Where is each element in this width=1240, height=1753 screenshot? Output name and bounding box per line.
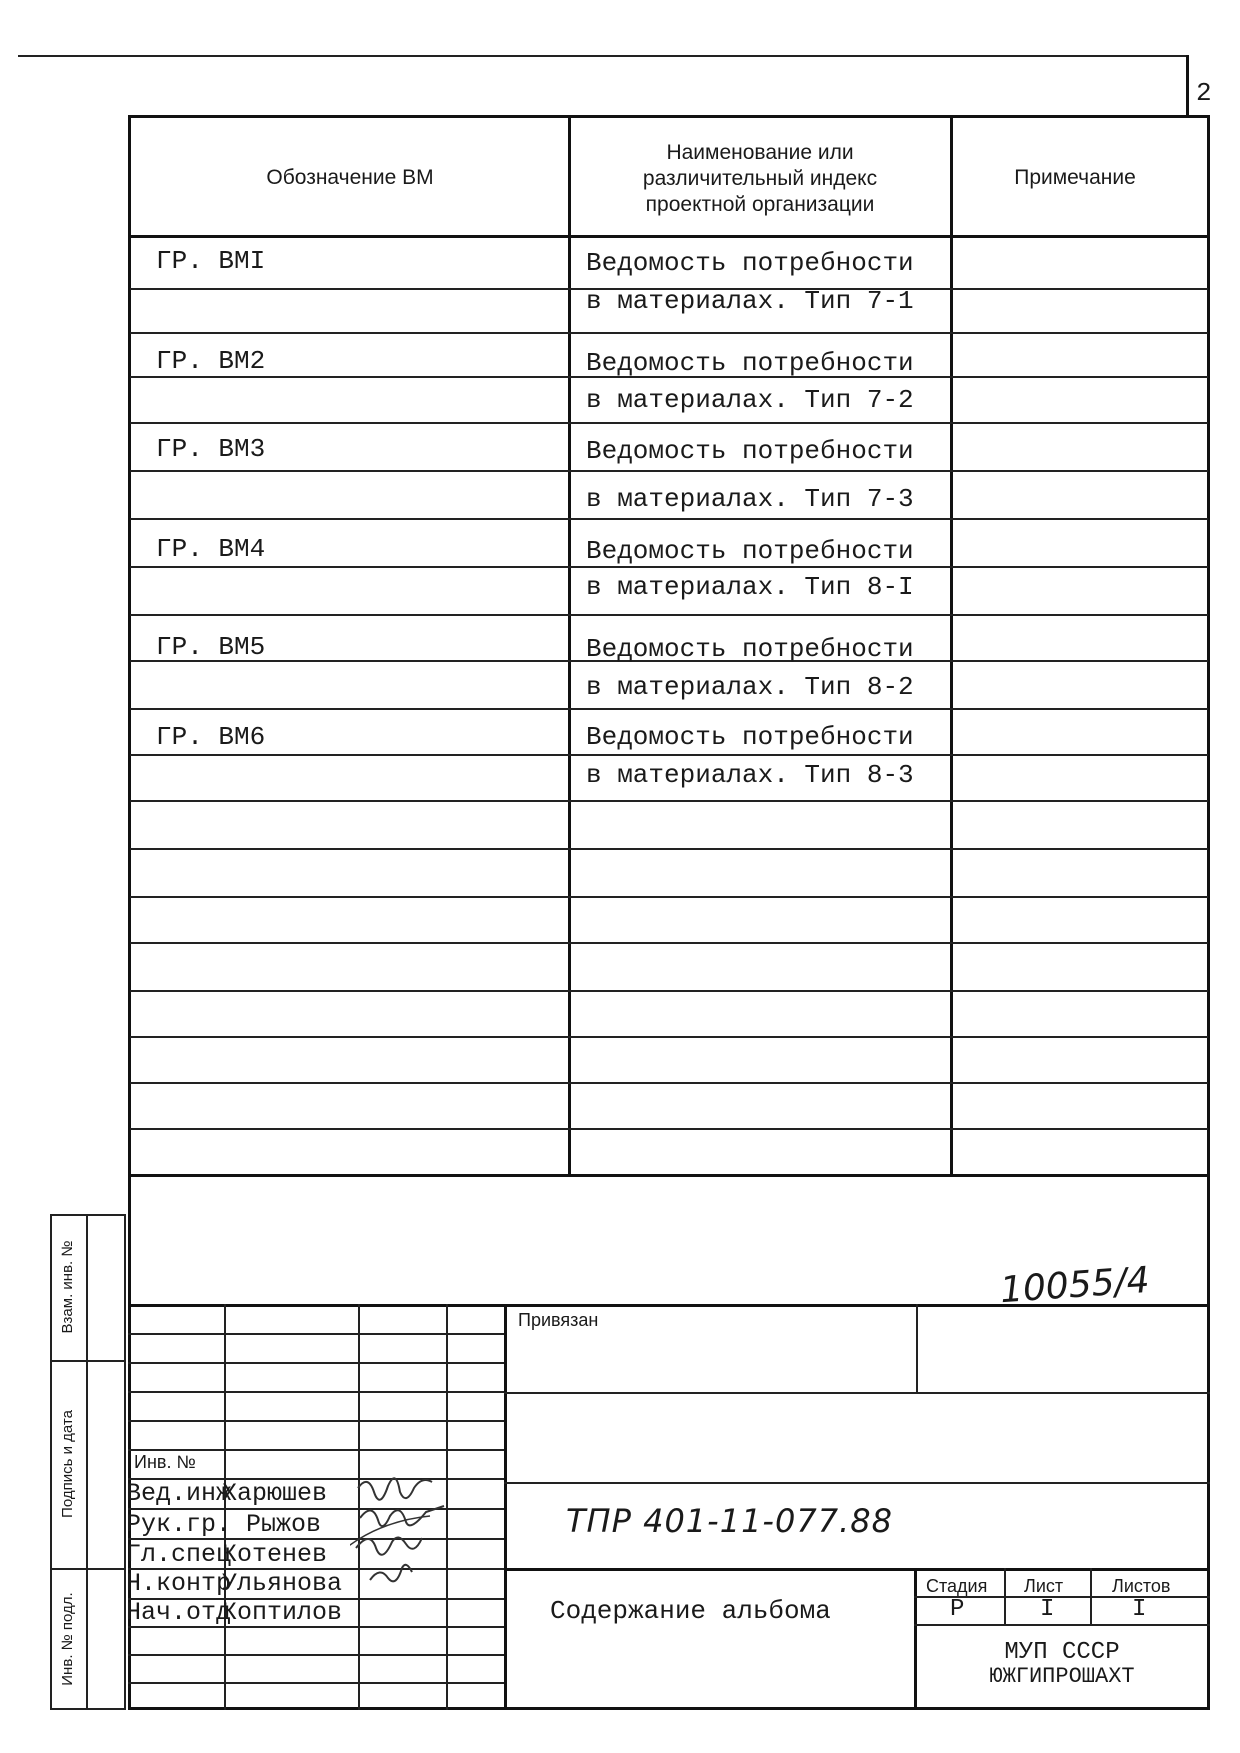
privyazan-label: Привязан	[518, 1310, 599, 1330]
header-designation: Обозначение ВМ	[266, 166, 434, 189]
signer-role: Н.контр	[126, 1569, 232, 1598]
side-label-podpis-data: Подпись и дата	[59, 1410, 76, 1518]
side-stamp-divider	[86, 1214, 88, 1710]
signer-role: Гл.спец	[126, 1540, 232, 1569]
row-name-line1: Ведомость потребности	[586, 722, 914, 752]
title-rule	[504, 1482, 1210, 1484]
signer-role: Нач.отд	[126, 1598, 232, 1627]
signer-name: Харюшев	[222, 1479, 328, 1508]
header-note: Примечание	[1014, 166, 1136, 189]
inv-no-label: Инв. №	[134, 1452, 196, 1472]
header-name: Наименование или различительный индекс проектной организации	[642, 141, 878, 216]
row-name-line2: в материалах. Тип 7-3	[586, 484, 914, 514]
row-name-line1: Ведомость потребности	[586, 248, 914, 278]
column-divider-2	[950, 115, 953, 1175]
row-designation: ГР. ВМ5	[156, 632, 266, 662]
row-name-line1: Ведомость потребности	[586, 436, 914, 466]
row-designation: ГР. ВМ3	[156, 434, 266, 464]
header-bottom-rule	[128, 235, 1210, 238]
title-block-top-rule	[128, 1304, 1210, 1307]
row-designation: ГР. ВМ6	[156, 722, 266, 752]
sheet-number-divider	[1186, 55, 1189, 115]
stage-label: Стадия	[926, 1576, 988, 1596]
sheet-label: Лист	[1024, 1576, 1064, 1596]
sheets-value: I	[1132, 1596, 1147, 1623]
row-name-line1: Ведомость потребности	[586, 348, 914, 378]
row-name-line2: в материалах. Тип 7-1	[586, 286, 914, 316]
side-label-inv-podl: Инв. № подл.	[59, 1592, 76, 1686]
organization-line1: МУП СССР	[1004, 1639, 1120, 1666]
column-divider-1	[568, 115, 571, 1175]
signer-name: Рыжов	[246, 1510, 322, 1539]
row-name-line2: в материалах. Тип 7-2	[586, 385, 914, 415]
signer-role: Рук.гр.	[126, 1510, 232, 1539]
top-rule	[18, 55, 1188, 57]
row-name-line1: Ведомость потребности	[586, 634, 914, 664]
row-designation: ГР. ВМ4	[156, 534, 266, 564]
signature-scribbles	[350, 1470, 460, 1610]
stage-rule	[914, 1624, 1210, 1626]
sheets-label: Листов	[1112, 1576, 1171, 1596]
row-name-line2: в материалах. Тип 8-3	[586, 760, 914, 790]
stage-value: Р	[950, 1596, 965, 1623]
title-rule	[504, 1568, 1210, 1571]
row-designation: ГР. ВМI	[156, 246, 266, 276]
privyazan-divider	[916, 1304, 918, 1394]
sheet-value: I	[1040, 1596, 1055, 1623]
title-rule	[504, 1392, 1210, 1394]
row-name-line2: в материалах. Тип 8-I	[586, 572, 914, 602]
row-designation: ГР. ВМ2	[156, 346, 266, 376]
handwritten-number: 10055/4	[998, 1259, 1151, 1312]
row-name-line1: Ведомость потребности	[586, 536, 914, 566]
side-label-zam-inv: Взам. инв. №	[59, 1240, 76, 1334]
signer-name: Ульянова	[222, 1569, 343, 1598]
signer-role: Вед.инж	[126, 1479, 232, 1508]
organization-line2: ЮЖГИПРОШАХТ	[989, 1664, 1135, 1689]
document-code: ТПР 401-11-077.88	[566, 1502, 893, 1540]
signer-name: Коптилов	[222, 1598, 343, 1627]
sig-block-divider	[504, 1304, 507, 1710]
row-name-line2: в материалах. Тип 8-2	[586, 672, 914, 702]
side-stamp-rule	[50, 1360, 126, 1362]
signer-name: Котенев	[222, 1540, 328, 1569]
sheet-number: 2	[1196, 78, 1212, 108]
document-title: Содержание альбома	[550, 1596, 831, 1626]
